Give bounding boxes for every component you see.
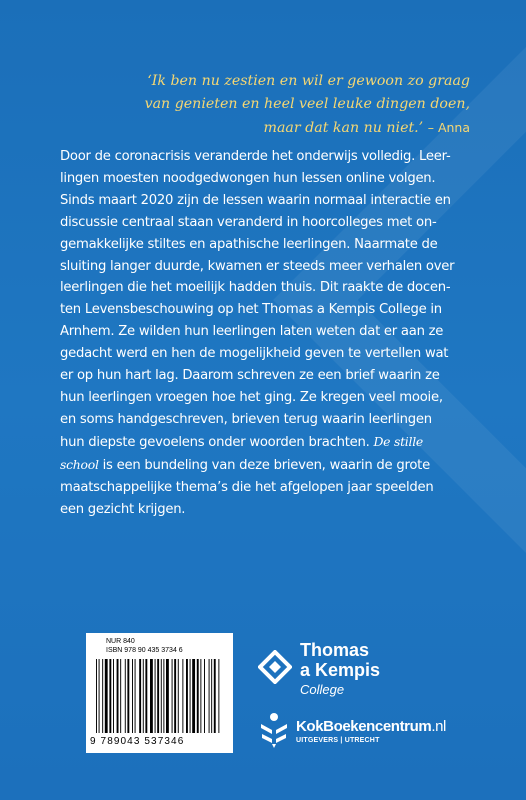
barcode-bar (182, 659, 183, 733)
blurb-line: lingen moesten noodgedwongen hun lessen online volgen. (60, 170, 436, 186)
barcode-bar (178, 659, 179, 733)
book-title-part-2: school (60, 456, 99, 472)
barcode-bar (132, 659, 133, 733)
blurb-line: Sinds maart 2020 zijn de lessen waarin normaal interactie en (60, 192, 451, 208)
barcode-bar (197, 659, 199, 733)
barcode-bar (143, 659, 144, 733)
blurb-line: Arnhem. Ze wilden hun leerlingen laten weten dat er aan ze (60, 324, 444, 340)
barcode-bar (174, 659, 176, 733)
diamond-logo-icon (258, 650, 292, 684)
college-name-line-2: a Kempis (300, 660, 381, 680)
publisher-name-suffix: .nl (431, 718, 446, 735)
barcode-bar (200, 659, 201, 733)
blurb-line (60, 431, 470, 454)
thomas-a-kempis-logo (258, 640, 498, 702)
barcode-bar (166, 659, 169, 733)
quote-author: – Anna (427, 120, 470, 135)
blurb-line: een gezicht krijgen. (60, 501, 186, 517)
barcode-bar (211, 659, 212, 733)
publisher-name-main: KokBoekencentrum (296, 718, 432, 735)
blurb-line-text: hun diepste gevoelens onder woorden brachten. (60, 434, 370, 450)
barcode-bar (157, 659, 159, 733)
barcode-bar (150, 659, 153, 733)
college-name-line-3: College (300, 682, 345, 697)
kokboekencentrum-logo (258, 712, 498, 752)
blurb-line-text: is een bundeling van deze brieven, waarin de grote (98, 457, 430, 473)
nur-code: NUR 840 (106, 638, 135, 645)
blurb-line: hun leerlingen vroegen hoe het ging. Ze kregen veel mooie, (60, 389, 443, 405)
barcode-bar (117, 659, 119, 733)
figure-logo-icon (258, 712, 290, 748)
barcode-bar (161, 659, 162, 733)
barcode-bar (204, 659, 205, 733)
publisher-subtitle: UITGEVERS | UTRECHT (296, 737, 380, 744)
barcode-bar (120, 659, 121, 733)
quote-line-1: ‘Ik ben nu zestien en wil er gewoon zo graag (147, 73, 470, 89)
college-name-line-1: Thomas (300, 640, 370, 660)
blurb-line: leerlingen die het moeilijk hadden thuis. Dit raakte de docen- (60, 280, 451, 296)
barcode-bar (135, 659, 136, 733)
blurb-line: ten Levensbeschouwing op het Thomas a Kempis College in (60, 302, 442, 318)
barcode-bar (125, 659, 126, 733)
barcode-icon (94, 659, 225, 735)
barcode-bar (218, 659, 219, 733)
quote-line-3-text: maar dat kan nu niet.’ (263, 120, 424, 136)
publisher-name (296, 718, 446, 735)
quote-line-2: van genieten en heel veel leuke dingen doen, (144, 96, 470, 112)
barcode-bar (145, 659, 147, 733)
barcode-bar (139, 659, 141, 733)
barcode-bar (109, 659, 111, 733)
blurb-line: Door de coronacrisis veranderde het onderwijs volledig. Leer- (60, 149, 451, 164)
blurb-text (60, 146, 470, 520)
barcode-bar (102, 659, 103, 733)
barcode-bar (99, 659, 100, 733)
blurb-line: er op hun hart lag. Daarom schreven ze een brief waarin ze (60, 368, 440, 384)
book-title-part-1: De stille (373, 433, 424, 449)
quote-line-3 (60, 116, 470, 140)
isbn-barcode-label (86, 633, 233, 753)
blurb-line: gemakkelijke stiltes en apathische leerlingen. Naarmate de (60, 236, 438, 252)
blurb-line: maatschappelijke thema’s die het afgelopen jaar speelden (60, 479, 434, 495)
barcode-bar (209, 659, 210, 733)
barcode-bar (163, 659, 164, 733)
barcode-bar (190, 659, 191, 733)
back-cover-quote (60, 70, 470, 140)
isbn-code: ISBN 978 90 435 3734 6 (106, 647, 183, 654)
barcode-bar (214, 659, 216, 733)
barcode-bar (96, 659, 97, 733)
barcode-bar (155, 659, 156, 733)
barcode-digits: 9 789043 537346 (90, 736, 185, 747)
blurb-line: sluiting langer duurde, kwamen er steeds meer verhalen over (60, 258, 455, 274)
blurb-line: discussie centraal staan veranderd in hoorcolleges met on- (60, 214, 437, 230)
barcode-bar (192, 659, 195, 733)
barcode-bar (113, 659, 114, 733)
barcode-bar (105, 659, 108, 733)
barcode-bar (127, 659, 129, 733)
barcode-bar (186, 659, 188, 733)
blurb-line: en soms handgeschreven, brieven terug waarin leerlingen (60, 411, 432, 427)
barcode-bar (172, 659, 173, 733)
blurb-line: gedacht werd en hen de mogelijkheid geven te vertellen wat (60, 346, 449, 362)
blurb-line (60, 454, 470, 477)
